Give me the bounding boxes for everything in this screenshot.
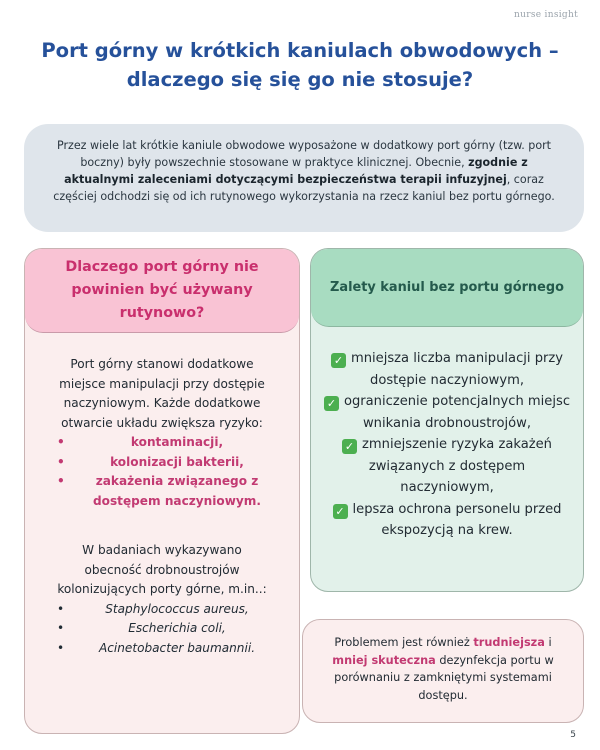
- risks-panel-body: [25, 333, 299, 658]
- brand-logo: nurse insight: [514, 10, 578, 20]
- intro-text-emphasis: zgodnie z aktualnymi zaleceniami dotyczącymi bezpieczeństwa terapii infuzyjnej: [64, 156, 528, 186]
- title-line-1: Port górny w krótkich kaniulach obwodowych –: [41, 39, 559, 62]
- risks-panel: [24, 248, 300, 734]
- organism-item: • Escherichia coli,: [43, 619, 281, 639]
- risk-item: • kolonizacji bakterii,: [43, 453, 281, 473]
- disinfection-note: Problemem jest również trudniejsza i mniej skuteczna dezynfekcja portu w porównaniu z zamkniętymi systemami dostępu.: [302, 619, 584, 723]
- organism-list: [43, 600, 281, 659]
- check-mark-icon: ✓: [333, 504, 348, 519]
- risks-panel-heading: Dlaczego port górny nie powinien być używany rutynowo?: [25, 249, 299, 333]
- note-highlight: mniej skuteczna: [332, 653, 436, 667]
- risk-list: [43, 433, 281, 511]
- intro-text-start: Przez wiele lat krótkie kaniule obwodowe wyposażone w dodatkowy port górny (tzw. port boczny) były powszechnie stosowane w praktyce klinicznej. Obecnie,: [56, 139, 552, 169]
- check-mark-icon: ✓: [324, 396, 339, 411]
- page-number: 5: [570, 730, 576, 740]
- check-mark-icon: ✓: [342, 439, 357, 454]
- benefit-item: ✓ mniejsza liczba manipulacji przy dostępie naczyniowym,: [321, 348, 573, 391]
- intro-text-end: , coraz częściej odchodzi się od ich rutynowego wykorzystania na rzecz kaniul bez portu górnego.: [53, 173, 555, 203]
- risk-item: • zakażenia związanego z dostępem naczyniowym.: [43, 472, 281, 511]
- benefits-panel-body: [311, 327, 583, 542]
- risk-item: • kontaminacji,: [43, 433, 281, 453]
- benefits-panel: [310, 248, 584, 592]
- organism-item: • Staphylococcus aureus,: [43, 600, 281, 620]
- note-highlight: trudniejsza: [473, 636, 545, 649]
- benefit-item: ✓ zmniejszenie ryzyka zakażeń związanych z dostępem naczyniowym,: [321, 434, 573, 499]
- intro-box: [24, 124, 584, 232]
- benefits-panel-heading: Zalety kaniul bez portu górnego: [311, 249, 583, 327]
- page-title: [20, 36, 580, 94]
- check-mark-icon: ✓: [331, 353, 346, 368]
- risks-intro-paragraph: Port górny stanowi dodatkowe miejsce manipulacji przy dostępie naczyniowym. Każde dodatkowe otwarcie układu zwiększa ryzyko:: [59, 357, 265, 430]
- benefit-item: ✓ ograniczenie potencjalnych miejsc wnikania drobnoustrojów,: [321, 391, 573, 434]
- studies-paragraph: W badaniach wykazywano obecność drobnoustrojów kolonizujących porty górne, m.in..:: [57, 543, 267, 596]
- organism-item: • Acinetobacter baumannii.: [43, 639, 281, 659]
- benefit-item: ✓ lepsza ochrona personelu przed ekspozycją na krew.: [321, 499, 573, 542]
- title-line-2: dlaczego się się go nie stosuje?: [126, 68, 474, 91]
